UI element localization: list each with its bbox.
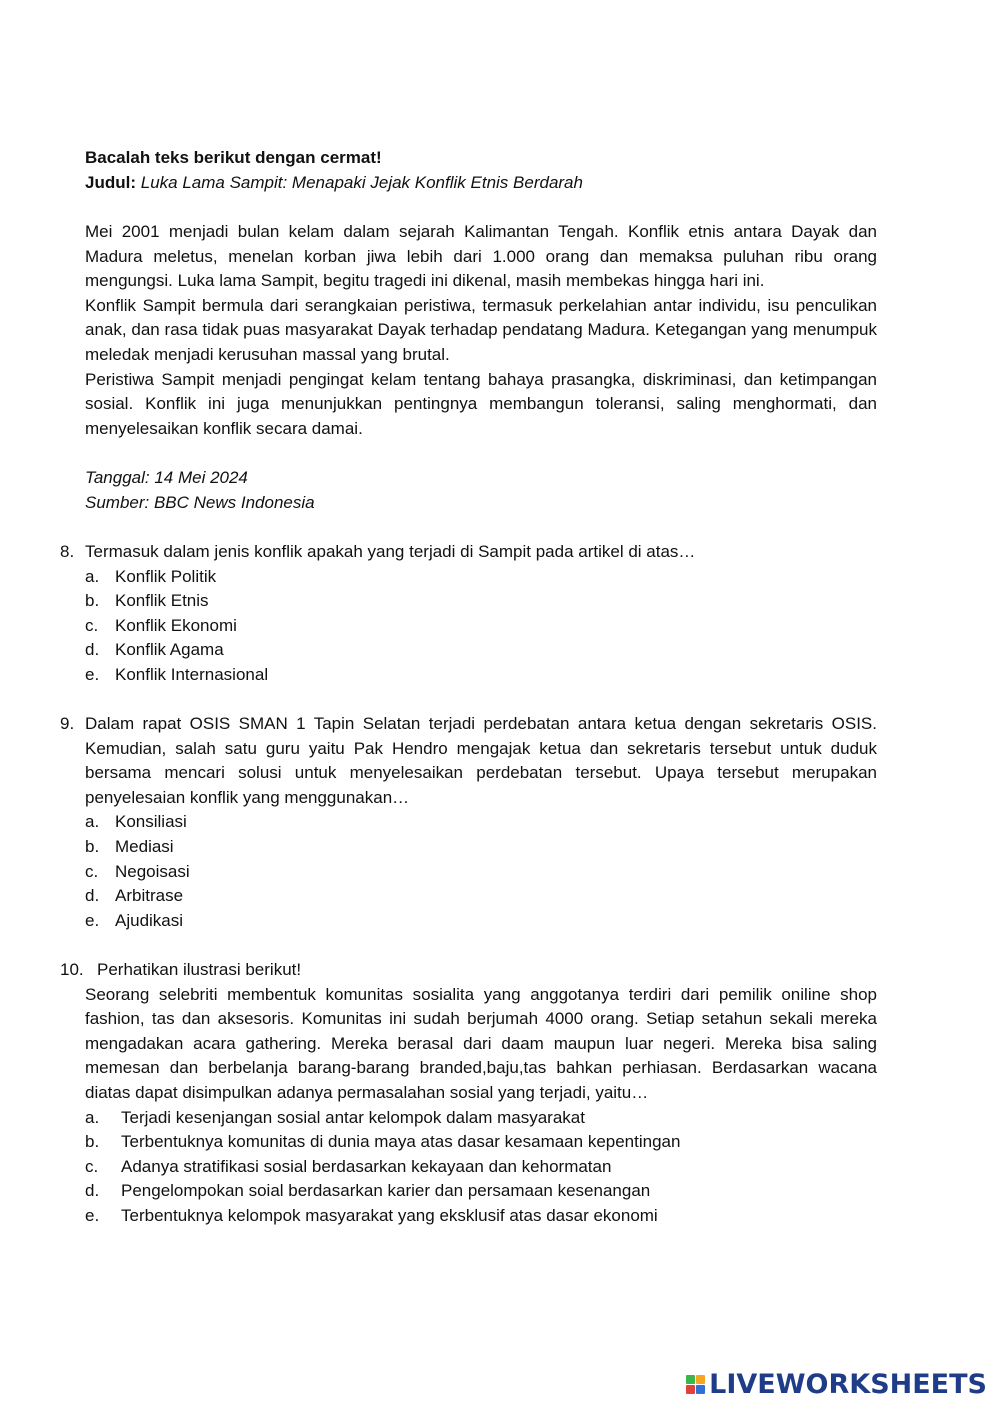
- logo-square: [686, 1375, 695, 1384]
- option-list: [85, 1106, 877, 1229]
- option-letter: c.: [85, 615, 99, 635]
- question-number: 8.: [60, 542, 75, 561]
- option-letter: c.: [85, 1156, 99, 1176]
- question-10: [60, 958, 877, 1229]
- option-text: Ajudikasi: [115, 910, 184, 930]
- question-text: Dalam rapat OSIS SMAN 1 Tapin Selatan terjadi perdebatan antara ketua dengan sekretaris OSIS. Kemudian, salah satu guru yaitu Pak Hendro mengajak ketua dan sekretaris tersebut untuk duduk bersama mencari solusi untuk menyelesaikan perdebatan tersebut. Upaya tersebut merupakan penyelesaian konflik yang menggunakan…: [85, 714, 877, 807]
- option-d[interactable]: [85, 884, 877, 909]
- option-text: Konflik Politik: [115, 566, 217, 586]
- article-title-line: [85, 171, 877, 196]
- option-letter: e.: [85, 910, 100, 930]
- option-letter: b.: [85, 591, 100, 611]
- question-number: 10.: [60, 960, 84, 979]
- option-a[interactable]: [85, 565, 877, 590]
- liveworksheets-logo[interactable]: [686, 1367, 987, 1401]
- option-d[interactable]: [85, 1179, 877, 1204]
- option-a[interactable]: [85, 1106, 877, 1131]
- title-label: Judul:: [85, 172, 136, 192]
- option-c[interactable]: [85, 1155, 877, 1180]
- option-a[interactable]: [85, 810, 877, 835]
- option-list: [85, 565, 877, 688]
- option-letter: a.: [85, 1107, 100, 1127]
- question-number: 9.: [60, 714, 75, 733]
- option-text: Mediasi: [115, 836, 174, 856]
- option-text: Arbitrase: [115, 886, 184, 906]
- logo-square: [686, 1385, 695, 1394]
- option-letter: a.: [85, 566, 100, 586]
- option-e[interactable]: [85, 663, 877, 688]
- option-c[interactable]: [85, 860, 877, 885]
- article-source: Sumber: BBC News Indonesia: [85, 492, 315, 512]
- question-text: Termasuk dalam jenis konflik apakah yang terjadi di Sampit pada artikel di atas…: [85, 542, 696, 561]
- option-b[interactable]: [85, 1130, 877, 1155]
- option-letter: a.: [85, 812, 100, 832]
- option-letter: c.: [85, 861, 99, 881]
- logo-mark-icon: [686, 1375, 705, 1394]
- article-meta: [85, 466, 877, 515]
- option-letter: e.: [85, 664, 100, 684]
- logo-square: [696, 1375, 705, 1384]
- question-text: Perhatikan ilustrasi berikut!: [97, 960, 302, 979]
- instruction: Bacalah teks berikut dengan cermat!: [85, 148, 382, 167]
- article-paragraph-3: Peristiwa Sampit menjadi pengingat kelam tentang bahaya prasangka, diskriminasi, dan ketimpangan sosial. Konflik ini juga menunjukkan pentingnya membangun toleransi, saling menghormati, dan menyelesaikan konflik secara damai.: [85, 369, 877, 438]
- option-list: [85, 810, 877, 933]
- option-text: Adanya stratifikasi sosial berdasarkan kekayaan dan kehormatan: [121, 1156, 612, 1176]
- option-letter: d.: [85, 1181, 100, 1201]
- option-letter: b.: [85, 836, 100, 856]
- option-text: Terbentuknya kelompok masyarakat yang eksklusif atas dasar ekonomi: [121, 1205, 658, 1225]
- option-letter: b.: [85, 1132, 100, 1152]
- logo-square: [696, 1385, 705, 1394]
- option-b[interactable]: [85, 835, 877, 860]
- option-text: Pengelompokan soial berdasarkan karier dan persamaan kesenangan: [121, 1181, 651, 1201]
- option-text: Konflik Agama: [115, 640, 224, 660]
- article-paragraph-2: Konflik Sampit bermula dari serangkaian peristiwa, termasuk perkelahian antar individu, isu penculikan anak, dan rasa tidak puas masyarakat Dayak terhadap pendatang Madura. Ketegangan yang menumpuk meledak menjadi kerusuhan massal yang brutal.: [85, 295, 877, 364]
- question-8: [60, 540, 877, 688]
- option-d[interactable]: [85, 638, 877, 663]
- article: [85, 220, 877, 441]
- question-9: [60, 712, 877, 933]
- option-e[interactable]: [85, 909, 877, 934]
- option-text: Konflik Etnis: [115, 591, 209, 611]
- article-paragraph-1: Mei 2001 menjadi bulan kelam dalam sejarah Kalimantan Tengah. Konflik etnis antara Dayak dan Madura meletus, menelan korban jiwa lebih dari 1.000 orang dan memaksa puluhan ribu orang mengungsi. Luka lama Sampit, begitu tragedi ini dikenal, masih membekas hingga hari ini.: [85, 222, 877, 291]
- logo-text: LIVEWORKSHEETS: [709, 1368, 987, 1400]
- option-text: Konflik Ekonomi: [115, 615, 237, 635]
- option-b[interactable]: [85, 589, 877, 614]
- option-e[interactable]: [85, 1204, 877, 1229]
- intro: [85, 146, 877, 195]
- option-text: Negoisasi: [115, 861, 190, 881]
- article-title: Luka Lama Sampit: Menapaki Jejak Konflik Etnis Berdarah: [140, 172, 583, 192]
- option-letter: e.: [85, 1205, 100, 1225]
- option-text: Konflik Internasional: [115, 664, 269, 684]
- article-date: Tanggal: 14 Mei 2024: [85, 468, 248, 487]
- option-letter: d.: [85, 886, 100, 906]
- option-text: Terjadi kesenjangan sosial antar kelompok dalam masyarakat: [121, 1107, 585, 1127]
- option-letter: d.: [85, 640, 100, 660]
- option-text: Terbentuknya komunitas di dunia maya atas dasar kesamaan kepentingan: [121, 1132, 681, 1152]
- option-c[interactable]: [85, 614, 877, 639]
- option-text: Konsiliasi: [115, 812, 187, 832]
- question-illustration: Seorang selebriti membentuk komunitas sosialita yang anggotanya terdiri dari pemilik oniline shop fashion, tas dan aksesoris. Komunitas ini sudah berjumah 4000 orang. Setiap setahun sekali mereka mengadakan acara gathering. Mereka berasal dari daam maupun luar negeri. Mereka bisa saling memesan dan berbelanja barang-barang branded,baju,tas bahkan perhiasan. Berdasarkan wacana diatas dapat disimpulkan adanya permasalahan sosial yang terjadi, yaitu…: [85, 984, 877, 1102]
